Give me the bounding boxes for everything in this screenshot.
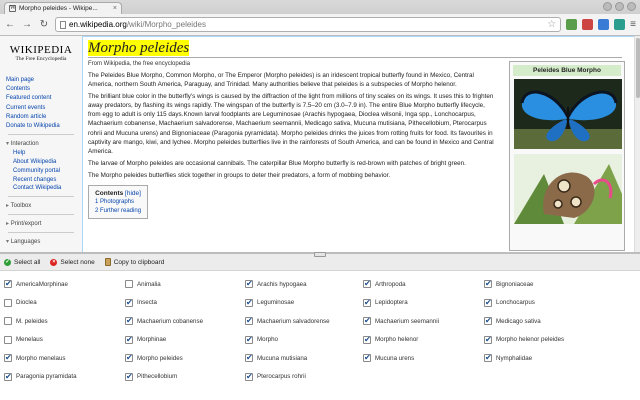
checkbox-label: Menelaus — [16, 336, 43, 344]
checkbox-label: Morpho helenor — [375, 336, 419, 344]
term-checkbox-item[interactable] — [245, 368, 358, 387]
close-window-button[interactable] — [627, 2, 636, 11]
checkbox-label: Pterocarpus rohrii — [257, 373, 306, 381]
window-controls — [603, 2, 636, 11]
checkbox[interactable] — [4, 280, 12, 288]
checkbox[interactable] — [484, 336, 492, 344]
sidebar-item-contact[interactable]: Contact Wikipedia — [13, 185, 62, 192]
term-checkbox-item[interactable] — [484, 349, 614, 368]
checkbox[interactable] — [4, 317, 12, 325]
sidebar-item-featured-content[interactable]: Featured content — [6, 95, 52, 102]
url-text[interactable] — [69, 20, 206, 29]
checkbox-label: Morpho helenor peleides — [496, 336, 565, 344]
term-checkbox-item[interactable] — [4, 368, 120, 387]
table-of-contents — [88, 185, 148, 219]
term-checkbox-item[interactable] — [484, 294, 614, 313]
wrench-menu-icon[interactable]: ≡ — [630, 19, 636, 30]
checkbox[interactable] — [4, 336, 12, 344]
toc-item-photographs[interactable]: 1 Photographs — [95, 199, 135, 206]
checkbox-label: Machaerium cobanense — [137, 317, 204, 325]
sidebar-item-donate[interactable]: Donate to Wikipedia — [6, 123, 60, 130]
sidebar-item-community-portal[interactable]: Community portal — [13, 167, 61, 174]
page-title — [88, 40, 622, 58]
checkbox[interactable] — [363, 299, 371, 307]
browser-toolbar — [0, 14, 640, 36]
wiki-sidebar — [0, 36, 82, 252]
checkbox-label: Arachis hypogaea — [257, 280, 307, 288]
extension-panel — [0, 252, 640, 400]
term-checkbox-item[interactable] — [125, 349, 240, 368]
paragraph-larvae: The larvae of Morpho peleides are occasional cannibals. The caterpillar Blue Morpho butterfly is red-brown with patches of bright green. — [88, 159, 466, 167]
checkbox[interactable] — [363, 354, 371, 362]
divider — [8, 214, 74, 215]
checkbox[interactable] — [484, 299, 492, 307]
sidebar-section-toolbox[interactable]: ▸ Toolbox — [6, 201, 82, 211]
checkbox-label: AmericaMorphinae — [16, 280, 68, 288]
sidebar-section-printexport[interactable]: ▸ Print/export — [6, 219, 82, 229]
checkbox[interactable] — [125, 317, 133, 325]
checkbox-label: Paragonia pyramidata — [16, 373, 77, 381]
toc-title — [95, 189, 141, 198]
term-checkbox-item[interactable] — [484, 275, 614, 294]
term-checkbox-grid — [0, 271, 640, 386]
checkbox-label: M. peleides — [16, 317, 48, 325]
toc-hide-link[interactable]: [hide] — [125, 190, 141, 198]
checkbox[interactable] — [363, 336, 371, 344]
divider — [8, 196, 74, 197]
checkbox[interactable] — [125, 280, 133, 288]
select-none-button[interactable] — [50, 259, 94, 266]
sidebar-item-random-article[interactable]: Random article — [6, 113, 47, 120]
checkbox[interactable] — [245, 373, 253, 381]
term-checkbox-item[interactable] — [363, 312, 479, 331]
infobox-title: Peleides Blue Morpho — [513, 65, 621, 76]
reload-icon[interactable]: ↻ — [39, 18, 49, 30]
sidebar-section-languages[interactable]: ▾ Languages — [6, 237, 82, 247]
checkbox[interactable] — [245, 336, 253, 344]
term-checkbox-item[interactable] — [4, 275, 120, 294]
scrollbar-thumb[interactable] — [636, 38, 640, 98]
panel-resize-handle[interactable] — [314, 252, 326, 257]
page-scrollbar[interactable] — [634, 36, 640, 252]
checkbox-label: Morpho — [257, 336, 278, 344]
checkbox-label: Pithecellobium — [137, 373, 178, 381]
checkbox-label: Lonchocarpus — [496, 299, 535, 307]
extension-icon-teal[interactable] — [614, 19, 625, 30]
copy-label: Copy to clipboard — [113, 258, 165, 266]
checkbox-label: Animalia — [137, 280, 161, 288]
term-checkbox-item[interactable] — [125, 331, 240, 350]
toc-item-further-reading[interactable]: 2 Further reading — [95, 207, 142, 214]
term-checkbox-item[interactable] — [245, 312, 358, 331]
minimize-button[interactable] — [603, 2, 612, 11]
article-content — [82, 36, 634, 252]
checkbox[interactable] — [4, 373, 12, 381]
paragraph-behavior: The Morpho peleides butterflies stick together in groups to deter their predators, a form of mobbing behavior. — [88, 171, 391, 179]
page-icon — [60, 21, 66, 29]
term-checkbox-item[interactable] — [363, 294, 479, 313]
checkbox-label: Insecta — [137, 299, 157, 307]
sidebar-item-current-events[interactable]: Current events — [6, 104, 46, 111]
term-checkbox-item[interactable] — [245, 331, 358, 350]
browser-tab[interactable] — [4, 2, 122, 14]
sidebar-item-contents[interactable]: Contents — [6, 86, 31, 93]
checkbox-label: Morphinae — [137, 336, 167, 344]
extension-icon-red[interactable] — [582, 19, 593, 30]
checkbox-label: Nymphalidae — [496, 354, 533, 362]
checkbox[interactable] — [245, 299, 253, 307]
select-all-label: Select all — [14, 258, 41, 266]
checkbox[interactable] — [125, 336, 133, 344]
checkbox[interactable] — [484, 317, 492, 325]
term-checkbox-item[interactable] — [245, 275, 358, 294]
logo-tagline: The Free Encyclopedia — [15, 56, 67, 62]
logo-text: WIKIPEDIA — [9, 44, 73, 56]
blue-morpho-photo[interactable] — [514, 79, 622, 149]
url-path: /wiki/Morpho_peleides — [126, 20, 206, 29]
checkbox[interactable] — [363, 280, 371, 288]
term-checkbox-item[interactable] — [4, 349, 120, 368]
sidebar-item-recent-changes[interactable]: Recent changes — [13, 176, 57, 183]
tab-title: Morpho peleides - Wikipe... — [19, 5, 98, 12]
morpho-underside-photo[interactable] — [514, 154, 622, 224]
wikipedia-favicon-icon: W — [10, 5, 16, 11]
sidebar-section-interaction[interactable]: ▾ Interaction — [6, 139, 82, 149]
checkbox-label: Mucuna mutisiana — [257, 354, 308, 362]
bookmark-star-icon[interactable]: ☆ — [547, 19, 557, 30]
checkbox[interactable] — [125, 354, 133, 362]
close-tab-icon[interactable]: × — [112, 5, 117, 12]
checkbox[interactable] — [484, 354, 492, 362]
select-all-button[interactable] — [4, 259, 40, 266]
extension-icon-blue[interactable] — [598, 19, 609, 30]
divider — [8, 134, 74, 135]
divider — [8, 232, 74, 233]
term-checkbox-item[interactable] — [125, 312, 240, 331]
term-checkbox-item[interactable] — [4, 331, 120, 350]
checkbox[interactable] — [484, 280, 492, 288]
checkbox[interactable] — [245, 280, 253, 288]
copy-to-clipboard-button[interactable] — [105, 258, 165, 266]
checkbox[interactable] — [245, 354, 253, 362]
main-nav — [6, 76, 82, 131]
paragraph-intro: The Peleides Blue Morpho, Common Morpho, or The Emperor (Morpho peleides) is an iridescent tropical butterfly found in Mexico, Central America, northern South America, Paraguay, and Trinidad. Many authorities believe that peleides is a subspecies of Morpho helenor. — [88, 72, 474, 89]
url-host: en.wikipedia.org — [69, 20, 127, 29]
term-checkbox-item[interactable] — [125, 275, 240, 294]
checkbox-label: Leguminosae — [257, 299, 295, 307]
forward-arrow-icon[interactable]: → — [22, 18, 32, 30]
term-checkbox-item[interactable] — [4, 294, 120, 313]
x-circle-icon: × — [52, 258, 56, 265]
term-checkbox-item[interactable] — [245, 349, 358, 368]
checkbox-label: Morpho menelaus — [16, 354, 66, 362]
term-checkbox-item[interactable] — [125, 368, 240, 387]
checkbox-label: Morpho peleides — [137, 354, 183, 362]
checkbox[interactable] — [125, 299, 133, 307]
checkbox-label: Mucuna urens — [375, 354, 415, 362]
checkbox-label: Arthropoda — [375, 280, 406, 288]
tab-strip — [0, 0, 640, 14]
term-checkbox-item[interactable] — [245, 294, 358, 313]
select-none-label: Select none — [60, 258, 95, 266]
checkbox-label: Dioclea — [16, 299, 37, 307]
checkbox[interactable] — [4, 299, 12, 307]
term-checkbox-item[interactable] — [363, 275, 479, 294]
extension-icon-green[interactable] — [566, 19, 577, 30]
term-checkbox-item[interactable] — [4, 312, 120, 331]
sidebar-item-about[interactable]: About Wikipedia — [13, 159, 57, 166]
back-arrow-icon[interactable]: ← — [5, 18, 15, 30]
checkbox-label: Medicago sativa — [496, 317, 541, 325]
article-body — [88, 71, 498, 219]
infobox — [509, 61, 625, 251]
paragraph-description: The brilliant blue color in the butterfly's wings is caused by the diffraction of the light from millions of tiny scales on its wings. It uses this to frighten away predators, by flashing its wings rapidly. The wingspan of the butterfly is 7.5–20 cm (3.0–7.9 in). The entire Blue Morpho butterfly lifecycle, from egg to adult is only 115 days.Known larval foodplants are Leguminosae (Arachis hypogaea, Dioclea wilsonii, Inga spp., Lonchocarpus, Machaerium cobanense, Machaerium salvadorense, Machaerium seemannii, Medicago sativa, Mucuna mutisiana, Pithecellobium, Pterocarpus rohrii and Mucuna urens) and Bignoniaceae (Paragonia pyramidata). Morpho peleides drinks the juices from rotting fruits for food. Its favourites in captivity are mango, kiwi, and lychee. Morpho peleides butterflies live in the rainforests of South America, and can be found in Mexico and Central America. — [88, 93, 494, 155]
address-bar[interactable] — [55, 17, 561, 32]
checkbox[interactable] — [4, 354, 12, 362]
article-subtitle: From Wikipedia, the free encyclopedia — [88, 61, 191, 67]
term-checkbox-item[interactable] — [363, 331, 479, 350]
checkbox[interactable] — [245, 317, 253, 325]
checkbox-label: Machaerium seemannii — [375, 317, 439, 325]
sidebar-item-main-page[interactable]: Main page — [6, 77, 35, 83]
checkbox-label: Bignoniaceae — [496, 280, 534, 288]
page-title-text: Morpho peleides — [88, 40, 190, 56]
term-checkbox-item[interactable] — [125, 294, 240, 313]
maximize-button[interactable] — [615, 2, 624, 11]
toc-title-text: Contents — [95, 190, 124, 198]
checkbox-label: Machaerium salvadorense — [257, 317, 330, 325]
sidebar-item-help[interactable]: Help — [13, 150, 26, 157]
term-checkbox-item[interactable] — [484, 312, 614, 331]
wikipedia-logo[interactable] — [6, 36, 76, 70]
term-checkbox-item[interactable] — [484, 331, 614, 350]
wiki-page — [0, 36, 640, 252]
clipboard-icon — [105, 258, 111, 266]
checkbox-label: Lepidoptera — [375, 299, 408, 307]
term-checkbox-item[interactable] — [363, 349, 479, 368]
checkmark-icon: ✓ — [5, 258, 10, 265]
checkbox[interactable] — [125, 373, 133, 381]
checkbox[interactable] — [363, 317, 371, 325]
